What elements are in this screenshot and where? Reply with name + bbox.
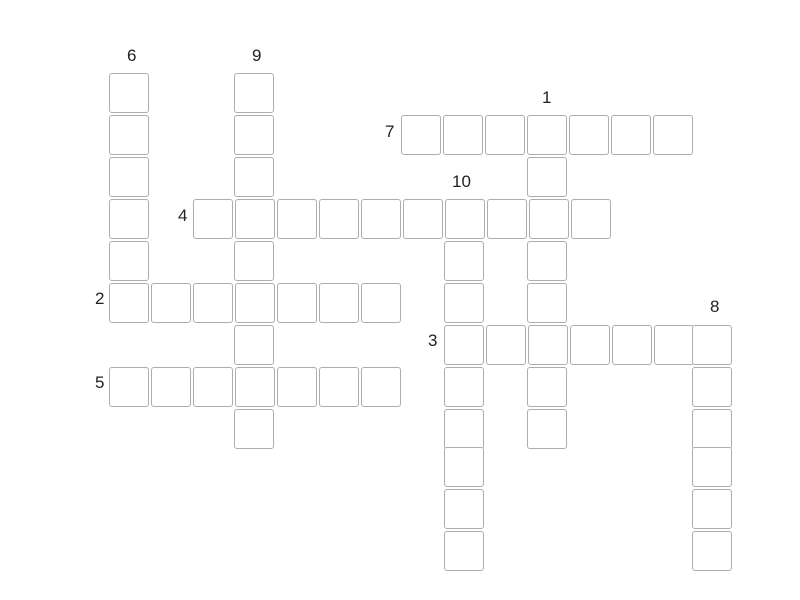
crossword-cell[interactable]: [277, 283, 317, 323]
crossword-cell[interactable]: [151, 283, 191, 323]
crossword-cell[interactable]: [235, 367, 275, 407]
crossword-cell[interactable]: [653, 115, 693, 155]
crossword-cell[interactable]: [486, 325, 526, 365]
crossword-cell[interactable]: [234, 241, 274, 281]
crossword-cell[interactable]: [692, 367, 732, 407]
crossword-cell[interactable]: [444, 447, 484, 487]
crossword-cell[interactable]: [361, 199, 401, 239]
crossword-cell[interactable]: [527, 283, 567, 323]
crossword-cell[interactable]: [527, 241, 567, 281]
crossword-cell[interactable]: [527, 367, 567, 407]
crossword-cell[interactable]: [443, 115, 483, 155]
crossword-cell[interactable]: [403, 199, 443, 239]
crossword-cell[interactable]: [235, 283, 275, 323]
crossword-cell[interactable]: [444, 489, 484, 529]
crossword-cell[interactable]: [109, 283, 149, 323]
crossword-cell[interactable]: [109, 157, 149, 197]
crossword-cell[interactable]: [692, 409, 732, 449]
crossword-cell[interactable]: [570, 325, 610, 365]
crossword-cell[interactable]: [109, 73, 149, 113]
crossword-cell[interactable]: [234, 409, 274, 449]
crossword-cell[interactable]: [527, 409, 567, 449]
crossword-cell[interactable]: [692, 325, 732, 365]
crossword-cell[interactable]: [487, 199, 527, 239]
crossword-cell[interactable]: [612, 325, 652, 365]
clue-number: 8: [710, 297, 720, 316]
clue-number: 3: [428, 331, 438, 350]
crossword-cell[interactable]: [401, 115, 441, 155]
crossword-cell[interactable]: [109, 199, 149, 239]
crossword-cell[interactable]: [444, 367, 484, 407]
crossword-cell[interactable]: [193, 367, 233, 407]
crossword-cell[interactable]: [151, 367, 191, 407]
clue-number: 5: [95, 373, 105, 392]
crossword-cell[interactable]: [193, 199, 233, 239]
crossword-cell[interactable]: [234, 115, 274, 155]
crossword-cell[interactable]: [234, 157, 274, 197]
crossword-cell[interactable]: [485, 115, 525, 155]
crossword-cell[interactable]: [234, 325, 274, 365]
crossword-cell[interactable]: [319, 283, 359, 323]
clue-number: 9: [252, 46, 262, 65]
crossword-cell[interactable]: [527, 115, 567, 155]
crossword-cell[interactable]: [527, 157, 567, 197]
crossword-cell[interactable]: [692, 489, 732, 529]
clue-number: 6: [127, 46, 137, 65]
crossword-cell[interactable]: [571, 199, 611, 239]
crossword-cell[interactable]: [569, 115, 609, 155]
crossword-cell[interactable]: [361, 283, 401, 323]
crossword-cell[interactable]: [692, 531, 732, 571]
crossword-cell[interactable]: [611, 115, 651, 155]
crossword-cell[interactable]: [277, 199, 317, 239]
clue-number: 7: [385, 122, 395, 141]
crossword-cell[interactable]: [361, 367, 401, 407]
crossword-cell[interactable]: [692, 447, 732, 487]
crossword-cell[interactable]: [109, 367, 149, 407]
clue-number: 4: [178, 206, 188, 225]
crossword-cell[interactable]: [109, 241, 149, 281]
clue-number: 1: [542, 88, 552, 107]
crossword-cell[interactable]: [528, 325, 568, 365]
crossword-cell[interactable]: [109, 115, 149, 155]
clue-number: 2: [95, 289, 105, 308]
crossword-cell[interactable]: [444, 531, 484, 571]
crossword-cell[interactable]: [277, 367, 317, 407]
crossword-cell[interactable]: [319, 199, 359, 239]
crossword-cell[interactable]: [445, 199, 485, 239]
crossword-cell[interactable]: [235, 199, 275, 239]
crossword-cell[interactable]: [234, 73, 274, 113]
crossword-cell[interactable]: [654, 325, 694, 365]
crossword-cell[interactable]: [444, 409, 484, 449]
crossword-cell[interactable]: [444, 241, 484, 281]
crossword-cell[interactable]: [529, 199, 569, 239]
crossword-cell[interactable]: [319, 367, 359, 407]
crossword-cell[interactable]: [444, 283, 484, 323]
clue-number: 10: [452, 172, 471, 191]
crossword-cell[interactable]: [193, 283, 233, 323]
crossword-cell[interactable]: [444, 325, 484, 365]
